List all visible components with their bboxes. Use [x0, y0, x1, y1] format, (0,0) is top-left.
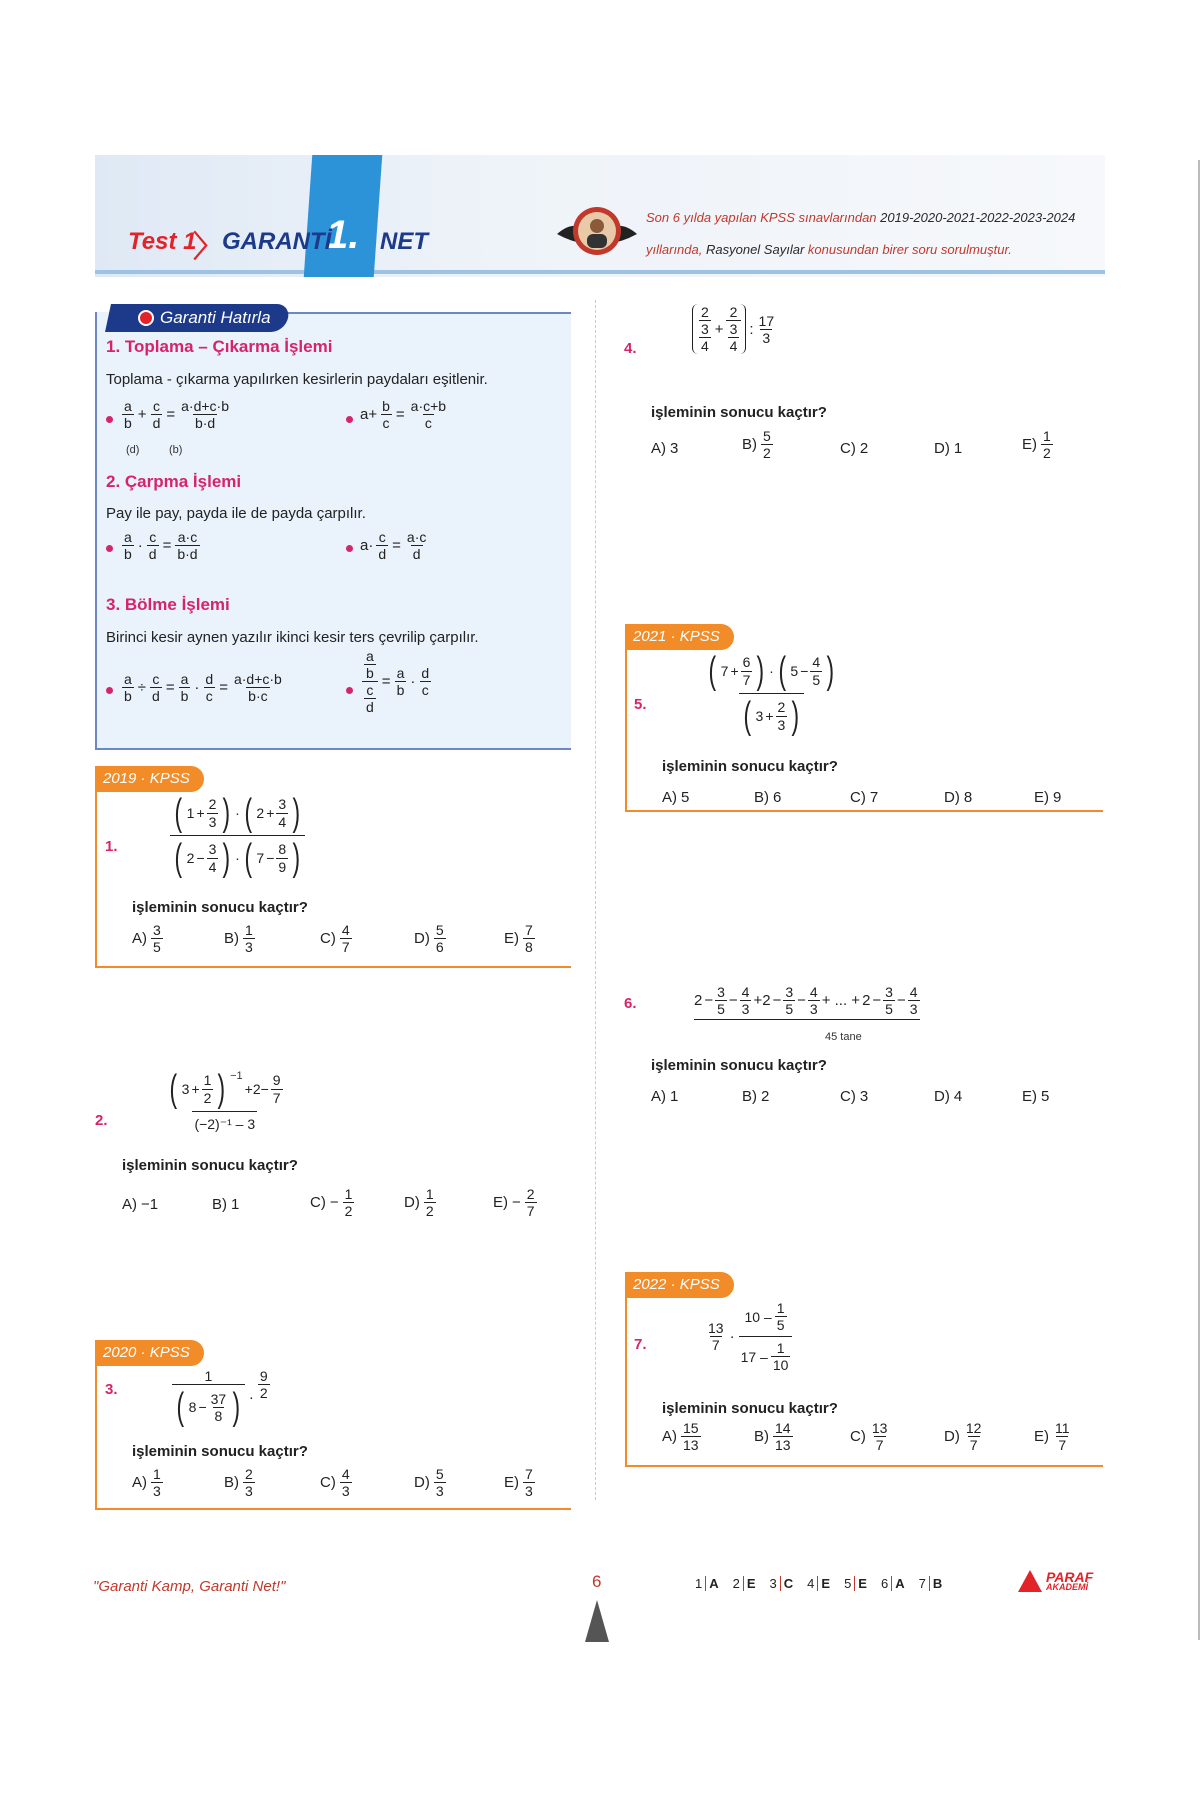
choice-a[interactable]: A) 1 — [651, 1088, 679, 1105]
fraction: $\frac{a}{b}$ — [124, 398, 132, 432]
question-expression: $\frac{\frac{2}{3}}{4}$ + $\frac{2}{\frac{3}{4}}$ : $\frac{17}{3}$ — [692, 304, 776, 354]
question-expression — [165, 1070, 285, 1132]
question-text: işleminin sonucu kaçtır? — [122, 1157, 298, 1174]
fraction: $\frac{a}{b}$ — [124, 529, 132, 563]
choice-e[interactable]: E) − $\frac{2}{7}$ — [493, 1186, 535, 1220]
question-border — [95, 1508, 571, 1510]
multiplier-d: (d) — [126, 444, 140, 456]
section3-title: 3. Bölme İşlemi — [106, 595, 230, 614]
header-note-line1: Son 6 yılda yapılan KPSS sınavlarından 2019-2020-2021-2022-2023-2024 — [646, 210, 1076, 225]
choice-c[interactable]: C) $\frac{4}{7}$ — [320, 922, 350, 956]
fraction: $\frac{13}{7}$ — [708, 1320, 724, 1354]
choice-c[interactable]: C) $\frac{4}{3}$ — [320, 1466, 350, 1500]
choice-c[interactable]: C) 3 — [840, 1088, 869, 1105]
complex-fraction: $\frac{\frac{2}{3}}{4}$ — [701, 304, 709, 355]
instructor-badge-icon — [553, 200, 641, 262]
answer-key — [695, 1576, 942, 1591]
header-note-line2: yıllarında, Rasyonel Sayılar konusundan birer soru sorulmuştur. — [646, 242, 1012, 257]
footer-slogan: "Garanti Kamp, Garanti Net!" — [93, 1578, 286, 1595]
reminder-tab-label: Garanti Hatırla — [160, 308, 271, 327]
formula-complex-fraction: $\frac{\frac{a}{b}}{\frac{c}{d}}$ = $\frac{a}{b}$ · $\frac{d}{c}$ — [362, 648, 431, 715]
choice-b[interactable]: B) $\frac{1}{3}$ — [224, 922, 253, 956]
choice-d[interactable]: D) 1 — [934, 440, 963, 457]
question-text: işleminin sonucu kaçtır? — [651, 1057, 827, 1074]
question-expression: $\frac{13}{7}$ · 10 – $\frac{1}{5}$ 17 – $\frac{1}{10}$ — [706, 1300, 792, 1373]
choice-d[interactable]: D) $\frac{12}{7}$ — [944, 1420, 982, 1454]
page-marker-icon — [585, 1600, 609, 1642]
formula-add-integer: a+ $\frac{b}{c}$ = $\frac{a\cdot c+b}{c}$ — [360, 398, 447, 432]
choice-a[interactable]: A) 5 — [662, 789, 690, 806]
bullet — [106, 545, 113, 552]
formula-add-fractions: $\frac{a}{b}$ + $\frac{c}{d}$ = $\frac{a\cdot d+c\cdot b}{b\cdot d}$ — [124, 398, 229, 432]
choice-c[interactable]: C) 2 — [840, 440, 869, 457]
test-label: Test 1 — [128, 228, 197, 255]
answer-key-item: 4 E — [807, 1576, 831, 1591]
choice-b[interactable]: B) 1 — [212, 1196, 240, 1213]
question-number: 5. — [634, 696, 647, 713]
bullet — [346, 416, 353, 423]
formula-divide: $\frac{a}{b}$ ÷ $\frac{c}{d}$ = $\frac{a}{b}$ · $\frac{d}{c}$ = $\frac{a\cdot d+c\cdot b}{b\cdot c}$ — [124, 671, 282, 705]
logo-a-icon — [1018, 1570, 1042, 1592]
section2-text: Pay ile pay, payda ile de payda çarpılır. — [106, 505, 366, 522]
question-number: 6. — [624, 995, 637, 1012]
fraction: $\frac{c}{d}$ — [152, 671, 160, 705]
choice-c[interactable]: C) − $\frac{1}{2}$ — [310, 1186, 353, 1220]
exam-tag: 2019 · KPSS — [95, 766, 204, 792]
question-text: işleminin sonucu kaçtır? — [651, 404, 827, 421]
question-border — [95, 966, 571, 968]
question-expression: 1 ( 8 − $\frac{37}{8}$ ) · $\frac{9}{2}$ — [172, 1368, 270, 1426]
question-expression: 2 − $\frac{3}{5}$ − $\frac{4}{3}$ +2 − $\frac{3}{5}$ − $\frac{4}{3}$ + ... + 2 − $\frac{3}{5}$ − $\frac{4}{3}$ — [694, 984, 920, 1020]
choice-a[interactable]: A) $\frac{15}{13}$ — [662, 1420, 699, 1454]
choice-b[interactable]: B) $\frac{2}{3}$ — [224, 1466, 253, 1500]
formula-multiply-integer: a· $\frac{c}{d}$ = $\frac{a\cdot c}{d}$ — [360, 529, 427, 563]
question-number: 3. — [105, 1381, 118, 1398]
choice-d[interactable]: D) 8 — [944, 789, 973, 806]
main-fraction: ( 7 + $\frac{6}{7}$ ) · ( 5 − $\frac{4}{5}$ ) ( 3 + $\frac{2}{3}$ ) — [708, 650, 835, 737]
exam-tag: 2021 · KPSS — [625, 624, 734, 650]
net-number: 1. — [326, 213, 360, 257]
multiplier-b: (b) — [169, 444, 183, 456]
fraction: $\frac{a\cdot c}{d}$ — [406, 529, 427, 563]
question-border — [95, 1340, 97, 1510]
choice-a[interactable]: A) $\frac{1}{3}$ — [132, 1466, 161, 1500]
main-fraction: ( 1 + $\frac{2}{3}$ ) · ( 2 + $\frac{3}{4}$ ) ( 2 − $\frac{3}{4}$ ) · ( 7 − $\frac{8}{9}$ ) — [170, 794, 305, 877]
underbrace-label: 45 tane — [825, 1031, 862, 1043]
fraction: $\frac{d}{c}$ — [421, 665, 430, 699]
choice-e[interactable]: E) $\frac{7}{8}$ — [504, 922, 533, 956]
choice-b[interactable]: B) $\frac{5}{2}$ — [742, 428, 771, 462]
question-border — [95, 766, 97, 968]
question-number: 1. — [105, 838, 118, 855]
question-expression — [704, 652, 839, 735]
arrow-down-icon — [138, 310, 154, 326]
complex-fraction: $\frac{2}{\frac{3}{4}}$ — [726, 304, 742, 354]
fraction: $\frac{c}{d}$ — [148, 529, 157, 563]
net-word: NET — [380, 228, 428, 255]
bullet — [346, 545, 353, 552]
complex-fraction: $\frac{\frac{a}{b}}{\frac{c}{d}}$ — [362, 648, 378, 715]
fraction: $\frac{a}{b}$ — [124, 671, 132, 705]
fraction: $\frac{9}{2}$ — [259, 1368, 268, 1402]
fraction: $\frac{a\cdot c}{b\cdot d}$ — [177, 529, 198, 563]
choice-a[interactable]: A) −1 — [122, 1196, 159, 1213]
fraction: $\frac{a}{b}$ — [396, 665, 405, 699]
question-text: işleminin sonucu kaçtır? — [662, 758, 838, 775]
question-text: işleminin sonucu kaçtır? — [132, 899, 308, 916]
main-fraction: 10 – $\frac{1}{5}$ 17 – $\frac{1}{10}$ — [739, 1300, 793, 1373]
question-number: 7. — [634, 1336, 647, 1353]
fraction: $\frac{b}{c}$ — [382, 398, 390, 432]
choice-e[interactable]: E) $\frac{7}{3}$ — [504, 1466, 533, 1500]
section2-title: 2. Çarpma İşlemi — [106, 472, 242, 491]
choice-e[interactable]: E) 5 — [1022, 1088, 1050, 1105]
page-number: 6 — [592, 1572, 602, 1591]
choice-e[interactable]: E) 9 — [1034, 789, 1062, 806]
question-expression — [170, 794, 305, 877]
answer-key-item: 5 E — [844, 1576, 867, 1591]
answer-key-item: 1 A — [695, 1576, 719, 1591]
choice-b[interactable]: B) 2 — [742, 1088, 770, 1105]
section1-text: Toplama - çıkarma yapılırken kesirlerin paydaları eşitlenir. — [106, 371, 488, 388]
fraction: $\frac{a\cdot d+c\cdot b}{b\cdot d}$ — [181, 398, 229, 432]
question-number: 4. — [624, 340, 637, 357]
main-fraction: ( 3 + $\frac{1}{2}$ ) $^{-1}$ +2− $\frac{9}{7}$ (−2)⁻¹ – 3 — [169, 1068, 281, 1132]
question-number: 2. — [95, 1112, 108, 1129]
fraction: $\frac{c}{d}$ — [378, 529, 387, 563]
reminder-box-top-border — [285, 312, 571, 314]
question-text: işleminin sonucu kaçtır? — [662, 1400, 838, 1417]
main-fraction: 1 ( 8 − $\frac{37}{8}$ ) — [172, 1368, 245, 1426]
answer-key-item: 2 E — [732, 1576, 756, 1591]
choice-e[interactable]: E) $\frac{11}{7}$ — [1034, 1420, 1070, 1454]
choice-b[interactable]: B) $\frac{14}{13}$ — [754, 1420, 791, 1454]
answer-key-item: 6 A — [880, 1576, 905, 1591]
section1-title: 1. Toplama – Çıkarma İşlemi — [106, 337, 333, 356]
section3-text: Birinci kesir aynen yazılır ikinci kesir ters çevrilip çarpılır. — [106, 629, 479, 646]
answer-key-item: 3 C — [769, 1576, 794, 1591]
question-border — [625, 624, 627, 812]
exam-tag: 2022 · KPSS — [625, 1272, 734, 1298]
exam-tag: 2020 · KPSS — [95, 1340, 204, 1366]
answer-key-item: 7 B — [918, 1576, 943, 1591]
question-border — [625, 1272, 627, 1467]
choice-d[interactable]: D) 4 — [934, 1088, 963, 1105]
fraction: $\frac{17}{3}$ — [758, 312, 775, 346]
bullet — [346, 687, 353, 694]
choice-c[interactable]: C) $\frac{13}{7}$ — [850, 1420, 888, 1454]
choice-e[interactable]: E) $\frac{1}{2}$ — [1022, 428, 1051, 462]
choice-a[interactable]: A) 3 — [651, 440, 679, 457]
fraction: $\frac{c}{d}$ — [152, 398, 161, 432]
choice-d[interactable]: D) $\frac{5}{6}$ — [414, 922, 444, 956]
question-border — [625, 1465, 1103, 1467]
fraction: $\frac{a\cdot c+b}{c}$ — [410, 398, 447, 432]
bullet — [106, 687, 113, 694]
fraction: $\frac{a\cdot d+c\cdot b}{b\cdot c}$ — [233, 671, 282, 705]
choice-d[interactable]: D) $\frac{1}{2}$ — [404, 1186, 434, 1220]
question-border — [625, 810, 1103, 812]
formula-multiply: $\frac{a}{b}$ · $\frac{c}{d}$ = $\frac{a\cdot c}{b\cdot d}$ — [124, 529, 198, 563]
publisher-logo: PARAF AKADEMİ — [1018, 1570, 1093, 1592]
bullet — [106, 416, 113, 423]
choice-b[interactable]: B) 6 — [754, 789, 782, 806]
choice-a[interactable]: A) $\frac{3}{5}$ — [132, 922, 161, 956]
choice-d[interactable]: D) $\frac{5}{3}$ — [414, 1466, 444, 1500]
fraction: $\frac{a}{b}$ — [180, 671, 189, 705]
column-divider — [595, 300, 596, 1500]
chevron-right-icon: 〉 — [193, 231, 223, 264]
choice-c[interactable]: C) 7 — [850, 789, 879, 806]
header-stripe — [95, 270, 1105, 274]
question-text: işleminin sonucu kaçtır? — [132, 1443, 308, 1460]
fraction: $\frac{d}{c}$ — [205, 671, 214, 705]
series-title: GARANTİ — [222, 228, 332, 255]
